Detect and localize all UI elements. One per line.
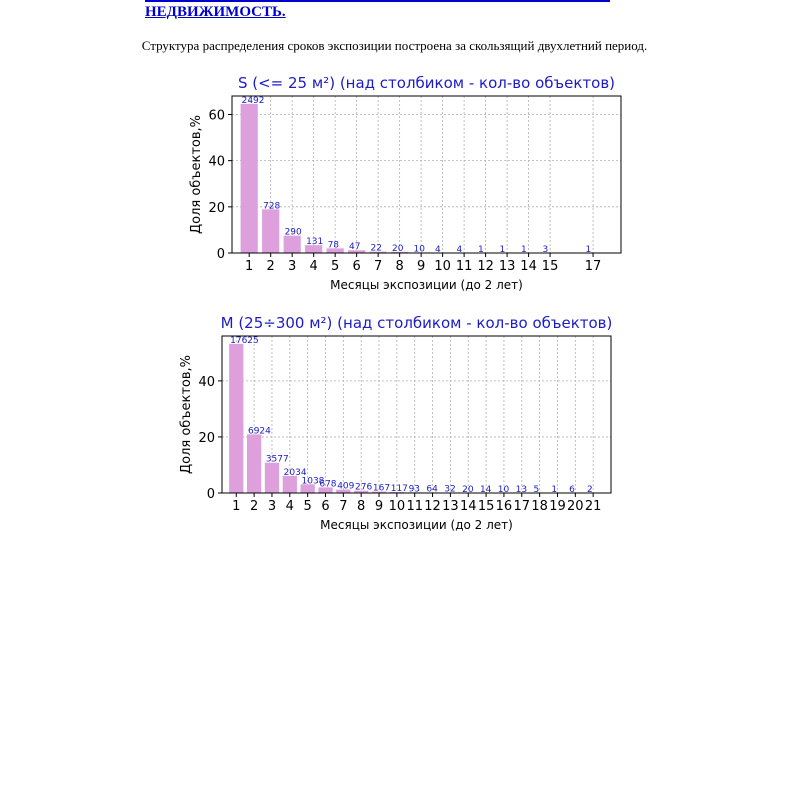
bar: [284, 236, 301, 253]
bar-count-label: 32: [444, 484, 456, 495]
bar-count-label: 10: [497, 484, 510, 495]
bar-count-label: 3577: [265, 454, 289, 465]
bar-count-label: 4: [435, 244, 441, 255]
bar-count-label: 2034: [283, 467, 307, 478]
x-tick-label: 6: [321, 499, 330, 514]
x-tick-label: 15: [541, 259, 559, 274]
x-tick-label: 13: [498, 259, 516, 274]
x-tick-label: 16: [495, 499, 513, 514]
x-tick-label: 18: [531, 499, 548, 514]
bar-count-label: 117: [390, 484, 408, 495]
chart-caption: Структура распределения сроков экспозиции построена за скользящий двухлетний период.: [141, 38, 648, 53]
bar-count-label: 10: [413, 244, 425, 255]
x-tick-label: 21: [584, 499, 602, 514]
y-tick-label: 0: [206, 487, 215, 502]
bar-count-label: 1038: [301, 476, 325, 487]
bar: [229, 344, 243, 493]
x-tick-label: 12: [424, 499, 441, 514]
x-tick-label: 15: [477, 499, 495, 514]
x-tick-label: 5: [331, 259, 340, 274]
x-tick-label: 5: [303, 499, 312, 514]
x-tick-label: 11: [406, 499, 423, 514]
x-tick-label: 19: [549, 499, 566, 514]
x-tick-label: 12: [477, 259, 494, 274]
bar-count-label: 290: [284, 227, 302, 238]
y-axis-label: Доля объектов,%: [189, 114, 204, 235]
bar-count-label: 3: [542, 244, 549, 255]
x-tick-label: 4: [309, 259, 318, 274]
bar-count-label: 728: [263, 201, 281, 212]
y-tick-label: 20: [208, 200, 225, 216]
bar-count-label: 1: [585, 244, 592, 255]
x-tick-label: 14: [459, 499, 477, 514]
y-tick-label: 40: [198, 374, 215, 390]
bar-count-label: 22: [370, 243, 383, 254]
bar-count-label: 4: [456, 244, 463, 255]
section-heading-link[interactable]: НЕДВИЖИМОСТЬ.: [145, 4, 286, 20]
x-tick-label: 8: [395, 259, 404, 274]
chart-m-medium-objects: [0, 308, 789, 538]
x-tick-label: 17: [513, 499, 531, 514]
bar-count-label: 678: [319, 479, 337, 490]
bar-count-label: 20: [392, 243, 404, 254]
bar-count-label: 47: [349, 242, 361, 253]
bar: [262, 209, 279, 253]
bar-count-label: 14: [479, 484, 492, 495]
bar-count-label: 167: [372, 483, 391, 494]
x-axis-label: Месяцы экспозиции (до 2 лет): [330, 278, 523, 292]
bar: [265, 463, 279, 493]
x-tick-label: 17: [584, 259, 602, 274]
x-tick-label: 9: [374, 499, 384, 514]
x-tick-label: 1: [245, 259, 254, 274]
y-tick-label: 40: [208, 154, 225, 170]
x-tick-label: 1: [232, 499, 241, 514]
bar-count-label: 1: [551, 484, 558, 495]
x-tick-label: 4: [285, 499, 294, 514]
y-tick-label: 20: [198, 430, 215, 446]
y-axis-label: Доля объектов,%: [179, 354, 194, 475]
heading-underline-rule: [145, 0, 610, 2]
bar-count-label: 1: [499, 244, 506, 255]
bar-count-label: 409: [337, 481, 355, 492]
bar-count-label: 6924: [247, 426, 271, 437]
bar: [241, 104, 258, 253]
x-tick-label: 8: [357, 499, 366, 514]
bar-count-label: 1: [478, 244, 484, 255]
chart-title: S (<= 25 м²) (над столбиком - кол-во объектов): [237, 74, 616, 92]
x-tick-label: 7: [339, 499, 348, 514]
x-tick-label: 9: [416, 259, 426, 274]
y-tick-label: 0: [216, 247, 225, 262]
bar-count-label: 5: [533, 484, 540, 495]
bar-count-label: 276: [355, 482, 373, 493]
bar-count-label: 6: [569, 484, 575, 495]
bar-count-label: 64: [426, 484, 438, 495]
x-axis-label: Месяцы экспозиции (до 2 лет): [320, 518, 513, 532]
plot-frame: [222, 336, 611, 493]
x-tick-label: 20: [567, 499, 584, 514]
x-tick-label: 10: [434, 259, 451, 274]
bar-count-label: 20: [462, 484, 474, 495]
bar-count-label: 2: [587, 484, 593, 495]
bar-count-label: 17625: [230, 335, 259, 346]
x-tick-label: 3: [288, 259, 297, 274]
bar: [247, 434, 261, 493]
x-tick-label: 11: [455, 259, 473, 274]
y-tick-label: 60: [208, 108, 225, 124]
x-tick-label: 14: [520, 259, 537, 274]
chart-title: M (25÷300 м²) (над столбиком - кол-во объектов): [220, 314, 613, 332]
chart-s-small-objects: [0, 68, 789, 298]
x-tick-label: 2: [266, 259, 275, 274]
bar: [283, 476, 297, 493]
x-tick-label: 3: [267, 499, 277, 514]
x-tick-label: 2: [249, 499, 259, 514]
bar-count-label: 1: [520, 244, 527, 255]
x-tick-label: 10: [388, 499, 406, 514]
x-tick-label: 13: [442, 499, 459, 514]
bar-count-label: 93: [408, 484, 421, 495]
x-tick-label: 7: [374, 259, 383, 274]
bar-count-label: 2492: [241, 95, 265, 106]
bar-count-label: 13: [515, 484, 528, 495]
bar-count-label: 78: [327, 240, 340, 251]
bar-count-label: 131: [306, 237, 324, 248]
x-tick-label: 6: [352, 259, 361, 274]
